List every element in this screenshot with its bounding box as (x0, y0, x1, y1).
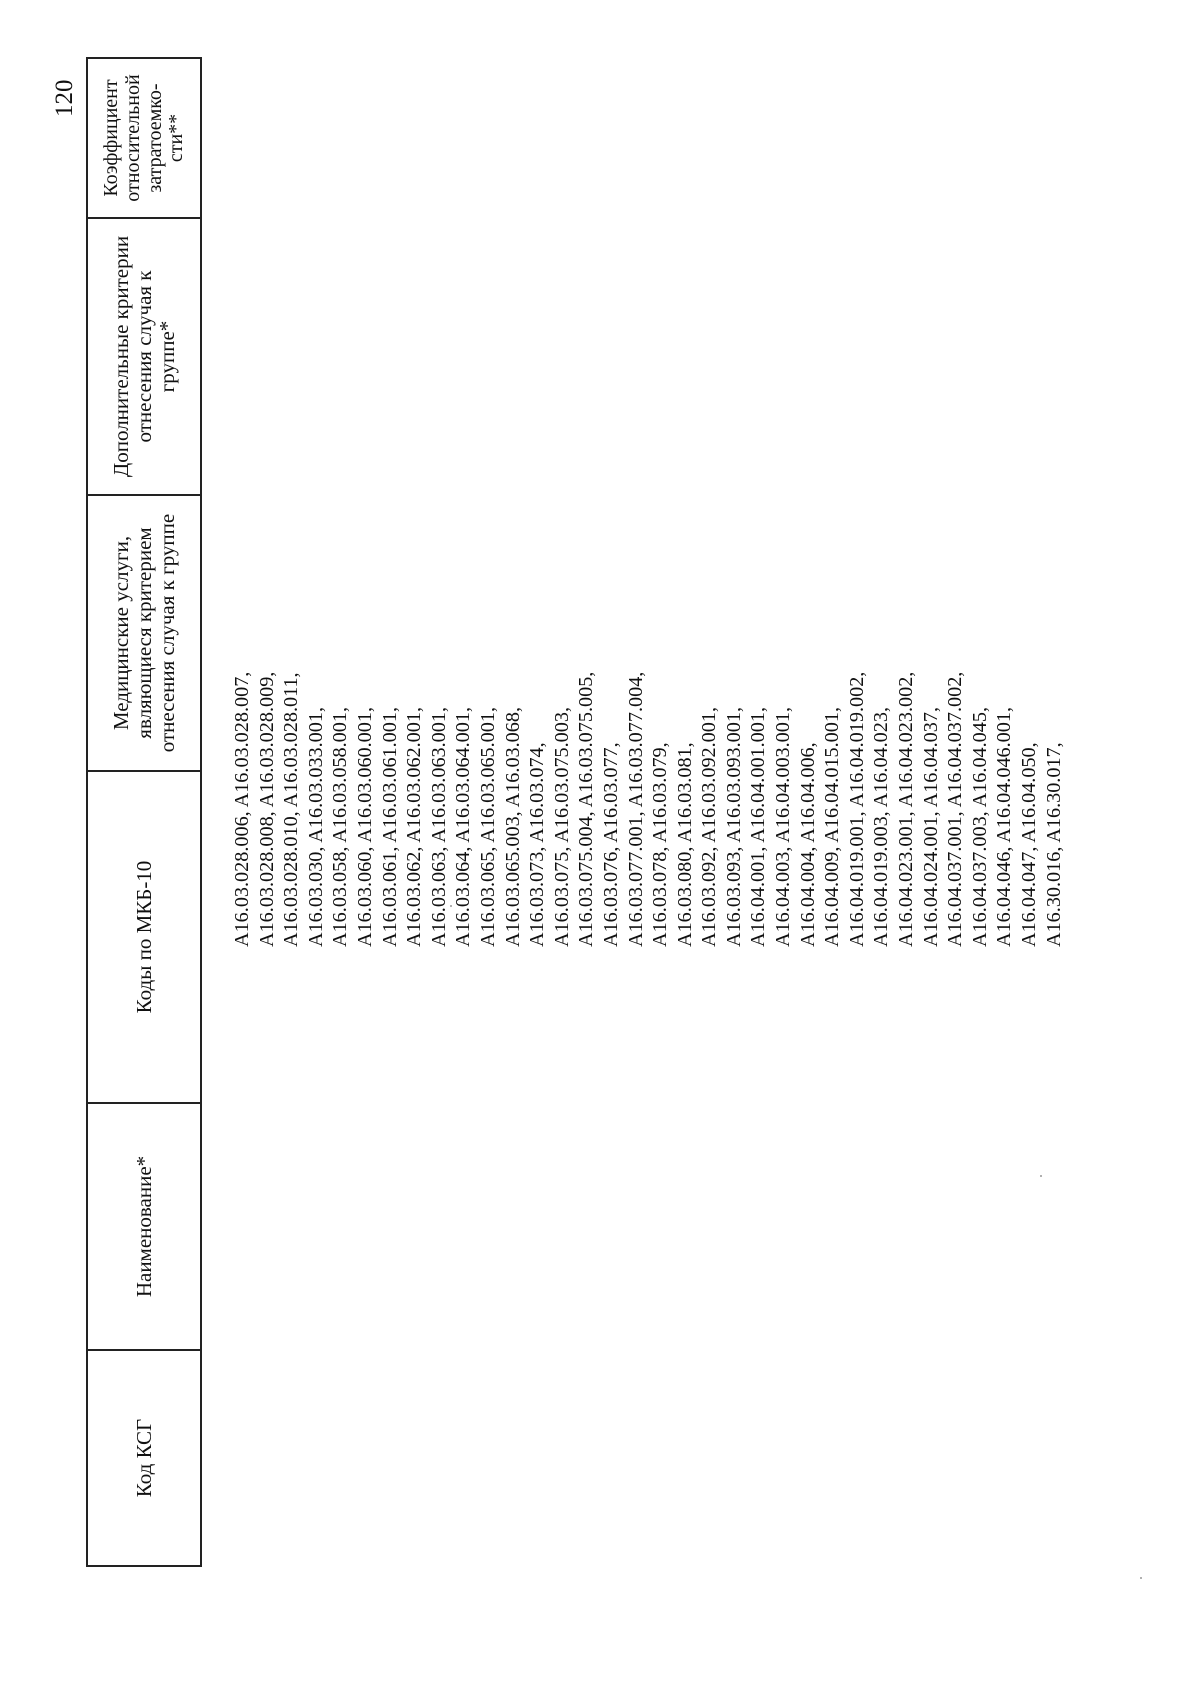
service-code-line: A16.03.060, A16.03.060.001, (353, 706, 376, 947)
header-cost-coefficient: Коэффициент относительной затратоемко- сти** (100, 74, 188, 202)
service-code-line: A16.03.058, A16.03.058.001, (329, 706, 352, 947)
service-code-line: A16.03.075.004, A16.03.075.005, (575, 671, 598, 947)
service-code-line: A16.03.064, A16.03.064.001, (452, 706, 475, 947)
service-code-line: A16.03.077.001, A16.03.077.004, (624, 671, 647, 947)
header-icd10-codes: Коды по МКБ-10 (132, 860, 157, 1014)
service-code-line: A16.03.028.010, A16.03.028.011, (280, 672, 303, 947)
service-code-line: A16.04.019.001, A16.04.019.002, (845, 671, 868, 947)
service-code-line: A16.03.065, A16.03.065.001, (476, 706, 499, 947)
service-code-line: A16.04.023.001, A16.04.023.002, (895, 671, 918, 947)
service-code-line: A16.03.093, A16.03.093.001, (722, 706, 745, 947)
column-divider (88, 1565, 201, 1567)
service-code-line: A16.04.004, A16.04.006, (796, 742, 819, 947)
service-code-line: A16.04.019.003, A16.04.023, (870, 706, 893, 947)
header-ksg-code: Код КСГ (132, 1418, 157, 1498)
service-code-line: A16.03.080, A16.03.081, (673, 742, 696, 947)
service-code-line: A16.03.075, A16.03.075.003, (550, 706, 573, 947)
service-code-line: A16.03.028.006, A16.03.028.007, (231, 671, 253, 947)
service-code-line: A16.04.003, A16.04.003.001, (772, 706, 795, 947)
service-code-line: A16.03.092, A16.03.092.001, (698, 706, 721, 947)
medical-services-list (230, 467, 1066, 947)
header-medical-services: Медицинские услуги, являющиеся критерием отнесения случая к группе (109, 513, 179, 753)
scan-speck (1140, 1577, 1142, 1579)
service-code-line: A16.04.001, A16.04.001.001, (747, 706, 770, 947)
service-code-line: A16.03.028.008, A16.03.028.009, (255, 671, 278, 947)
service-code-line: A16.03.061, A16.03.061.001, (378, 706, 401, 947)
service-code-line: A16.03.065.003, A16.03.068, (501, 706, 524, 947)
service-code-line: A16.03.063, A16.03.063.001, (427, 706, 450, 947)
service-code-line: A16.03.078, A16.03.079, (649, 742, 672, 947)
service-code-line: A16.04.009, A16.04.015.001, (821, 706, 844, 947)
page-number: 120 (51, 79, 78, 117)
service-code-line: A16.03.073, A16.03.074, (526, 742, 549, 947)
header-additional-criteria: Дополнительные критерии отнесения случая к группе* (109, 235, 179, 478)
service-code-line: A16.03.062, A16.03.062.001, (403, 706, 426, 947)
service-code-line: A16.04.037.003, A16.04.045, (968, 706, 991, 947)
service-code-line: A16.04.047, A16.04.050, (1018, 742, 1040, 947)
service-code-line: A16.30.016, A16.30.017, (1042, 742, 1065, 947)
header-name: Наименование* (132, 1155, 157, 1298)
service-code-line: A16.03.030, A16.03.033.001, (304, 706, 327, 947)
scan-speck (450, 905, 452, 907)
service-code-line: A16.03.076, A16.03.077, (599, 742, 622, 947)
service-code-line: A16.04.024.001, A16.04.037, (919, 706, 942, 947)
scan-speck (1040, 1175, 1042, 1177)
service-code-line: A16.04.046, A16.04.046.001, (993, 706, 1016, 947)
service-code-line: A16.04.037.001, A16.04.037.002, (944, 671, 967, 947)
